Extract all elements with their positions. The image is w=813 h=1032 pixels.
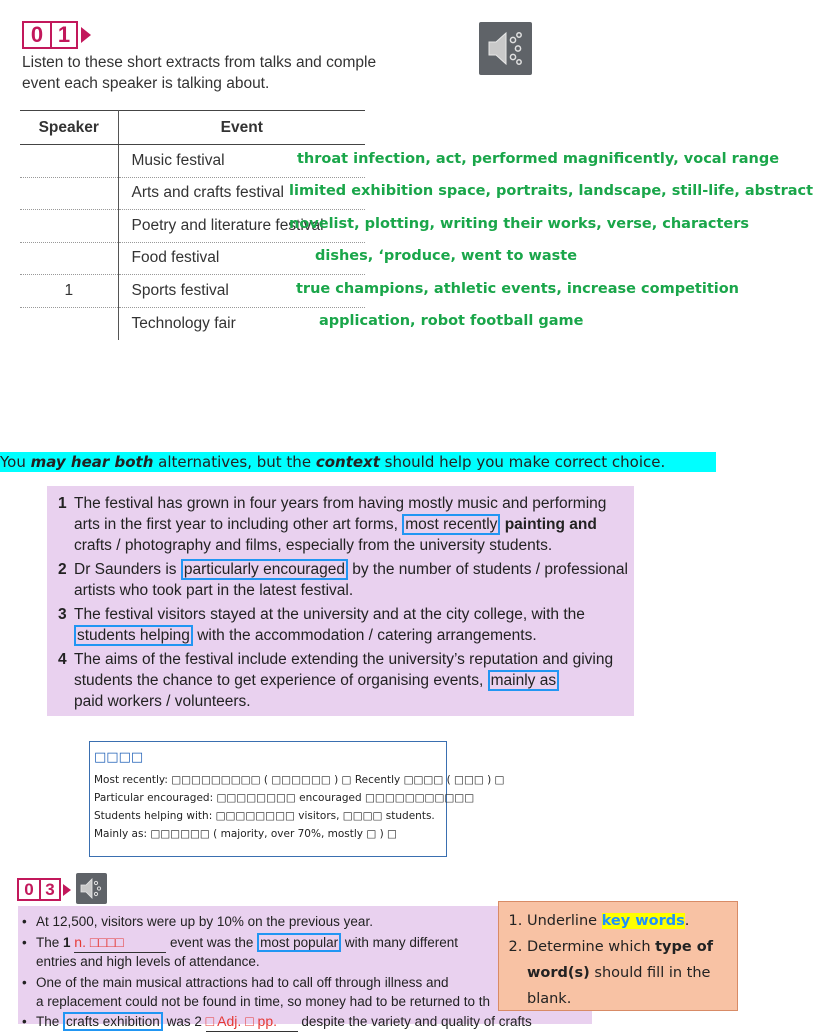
play-triangle-icon [81, 27, 91, 43]
item-text: students the chance to get experience of organising events, [74, 672, 488, 689]
badge-digit: 1 [50, 23, 76, 47]
bullet-text: At 12,500, visitors were up by 10% on the previous year. [36, 914, 373, 929]
instruction-line-1: Listen to these short extracts from talks and comple [22, 54, 377, 71]
bullet-text: One of the main musical attractions had to call off through illness and [36, 975, 449, 990]
speaker-cell[interactable] [20, 242, 118, 275]
speaker-volume-icon[interactable] [76, 873, 107, 904]
answer-blank[interactable] [74, 933, 166, 953]
highlighted-phrase: particularly encouraged [181, 559, 348, 580]
item-number: 2 [58, 561, 67, 578]
hint-item [527, 934, 731, 1012]
tip-text: alternatives, but the [153, 453, 316, 471]
bullet-text: a replacement could not be found in time, so money had to be returned to th [36, 994, 491, 1009]
hint-text: should fill in the blank. [527, 965, 711, 1007]
hint-text: Underline [527, 913, 602, 929]
bullet-line [22, 992, 490, 1011]
item-text: crafts / photography and films, especially from the university students. [74, 537, 553, 554]
highlighted-phrase: most popular [257, 933, 341, 952]
tip-emphasis: context [315, 453, 380, 471]
event-cell: Sports festival [118, 275, 365, 308]
bullet-text: with many different [341, 935, 458, 950]
bullet-line: • One of the main musical attractions had to call off through illness and [22, 975, 449, 990]
item-text: The festival visitors stayed at the university and at the city college, with the [74, 606, 585, 623]
answer-keywords: dishes, ‘produce, went to waste [315, 248, 578, 264]
hint-text: Determine which [527, 939, 656, 955]
tip-text: You [0, 453, 31, 471]
bullet-line [22, 952, 260, 971]
answer-keywords: limited exhibition space, portraits, landscape, still-life, abstract [289, 183, 813, 199]
instruction-line-2: event each speaker is talking about. [22, 75, 270, 92]
bullet-text: event was the [166, 935, 258, 950]
highlighted-keyword: key words [601, 913, 685, 929]
event-cell: Food festival [118, 242, 365, 275]
play-triangle-icon [63, 884, 71, 896]
answer-blank[interactable] [206, 1012, 298, 1032]
item-text: with the accommodation / catering arrangements. [192, 627, 537, 644]
exercise-item [58, 604, 585, 646]
tip-text: should help you make correct choice. [379, 453, 666, 471]
bullet-line: • The 1 n. □□□□ event was the most popular with many different [22, 933, 458, 953]
speaker-cell[interactable] [20, 145, 118, 178]
item-text: paid workers / volunteers. [74, 693, 251, 710]
bullet-line: • The crafts exhibition was 2 □ Adj. □ pp. despite the variety and quality of crafts [22, 1012, 532, 1032]
item-text: Dr Saunders is [74, 561, 181, 578]
exercise-number-badge-01 [22, 21, 91, 49]
table-header-event: Event [118, 111, 365, 145]
item-number: 3 [58, 606, 67, 623]
badge-digit: 0 [30, 22, 44, 47]
item-text: arts in the first year to including other art forms, [74, 516, 403, 533]
instructions-hint-box [498, 901, 738, 1011]
blank-hint: n. □□□□ [74, 934, 124, 950]
speaker-cell[interactable]: 1 [20, 275, 118, 308]
bullet-text: The [36, 935, 64, 950]
hint-text: . [684, 913, 690, 929]
notes-title: □□□□ [94, 750, 144, 765]
bullet-text: was 2 [162, 1014, 202, 1029]
bullet-text: despite the variety and quality of crafts [297, 1014, 532, 1029]
table-row [20, 307, 365, 340]
item-number: 4 [58, 651, 67, 668]
highlighted-phrase: mainly as [488, 670, 559, 691]
blank-number: 1 [63, 935, 71, 950]
badge-digit: 3 [39, 880, 59, 899]
exercise-number-badge-03 [17, 878, 71, 901]
notes-box [89, 741, 505, 857]
table-header-speaker: Speaker [20, 111, 118, 145]
event-cell: Arts and crafts festival [118, 177, 365, 210]
exercise-panel [47, 486, 634, 716]
table-row [20, 242, 365, 275]
notes-line: Particular encouraged: □□□□□□□□ encouraged □□□□□□□□□□□ [94, 792, 475, 804]
bullet-text: The [36, 1014, 64, 1029]
highlighted-phrase: students helping [74, 625, 193, 646]
speaker-cell[interactable] [20, 307, 118, 340]
blank-hint: □ Adj. □ pp. [205, 1013, 278, 1029]
exercise-item [58, 493, 606, 556]
event-cell: Music festival [118, 145, 365, 178]
bullet-line: • At 12,500, visitors were up by 10% on the previous year. [22, 914, 373, 929]
item-text: The aims of the festival include extending the university’s reputation and giving [74, 651, 614, 668]
item-text: painting and [500, 516, 597, 533]
event-cell: Technology fair [131, 314, 236, 332]
item-text: The festival has grown in four years from having mostly music and performing [74, 495, 607, 512]
answer-keywords: novelist, plotting, writing their works, verse, characters [289, 216, 750, 232]
exercise-item [58, 649, 613, 712]
notes-line: Most recently: □□□□□□□□□ ( □□□□□□ ) □ Recently □□□□ ( □□□ ) □ [94, 774, 505, 786]
item-text: artists who took part in the latest festival. [74, 582, 354, 599]
exercise-item [58, 559, 628, 601]
hint-item [527, 908, 731, 934]
notes-line: Students helping with: □□□□□□□□ visitors, □□□□ students. [94, 810, 435, 822]
highlighted-phrase: crafts exhibition [63, 1012, 163, 1031]
context-tip [0, 452, 716, 472]
answer-keywords: true champions, athletic events, increase competition [296, 281, 740, 297]
bullet-text: entries and high levels of attendance. [36, 954, 260, 969]
answer-keywords: application, robot football game [319, 313, 584, 329]
speaker-cell[interactable] [20, 177, 118, 210]
tip-emphasis: may hear both [30, 453, 154, 471]
item-number: 1 [58, 495, 67, 512]
item-text: by the number of students / professional [347, 561, 628, 578]
hint-bold: type of word(s) [527, 939, 714, 981]
answer-keywords: throat infection, act, performed magnificently, vocal range [297, 151, 780, 167]
speaker-volume-icon[interactable] [479, 22, 532, 75]
speaker-cell[interactable] [20, 210, 118, 243]
notes-line: Mainly as: □□□□□□ ( majority, over 70%, mostly □ ) □ [94, 828, 397, 840]
badge-digit: 0 [24, 880, 34, 899]
event-cell: Poetry and literature festival [118, 210, 365, 243]
highlighted-phrase: most recently [402, 514, 500, 535]
